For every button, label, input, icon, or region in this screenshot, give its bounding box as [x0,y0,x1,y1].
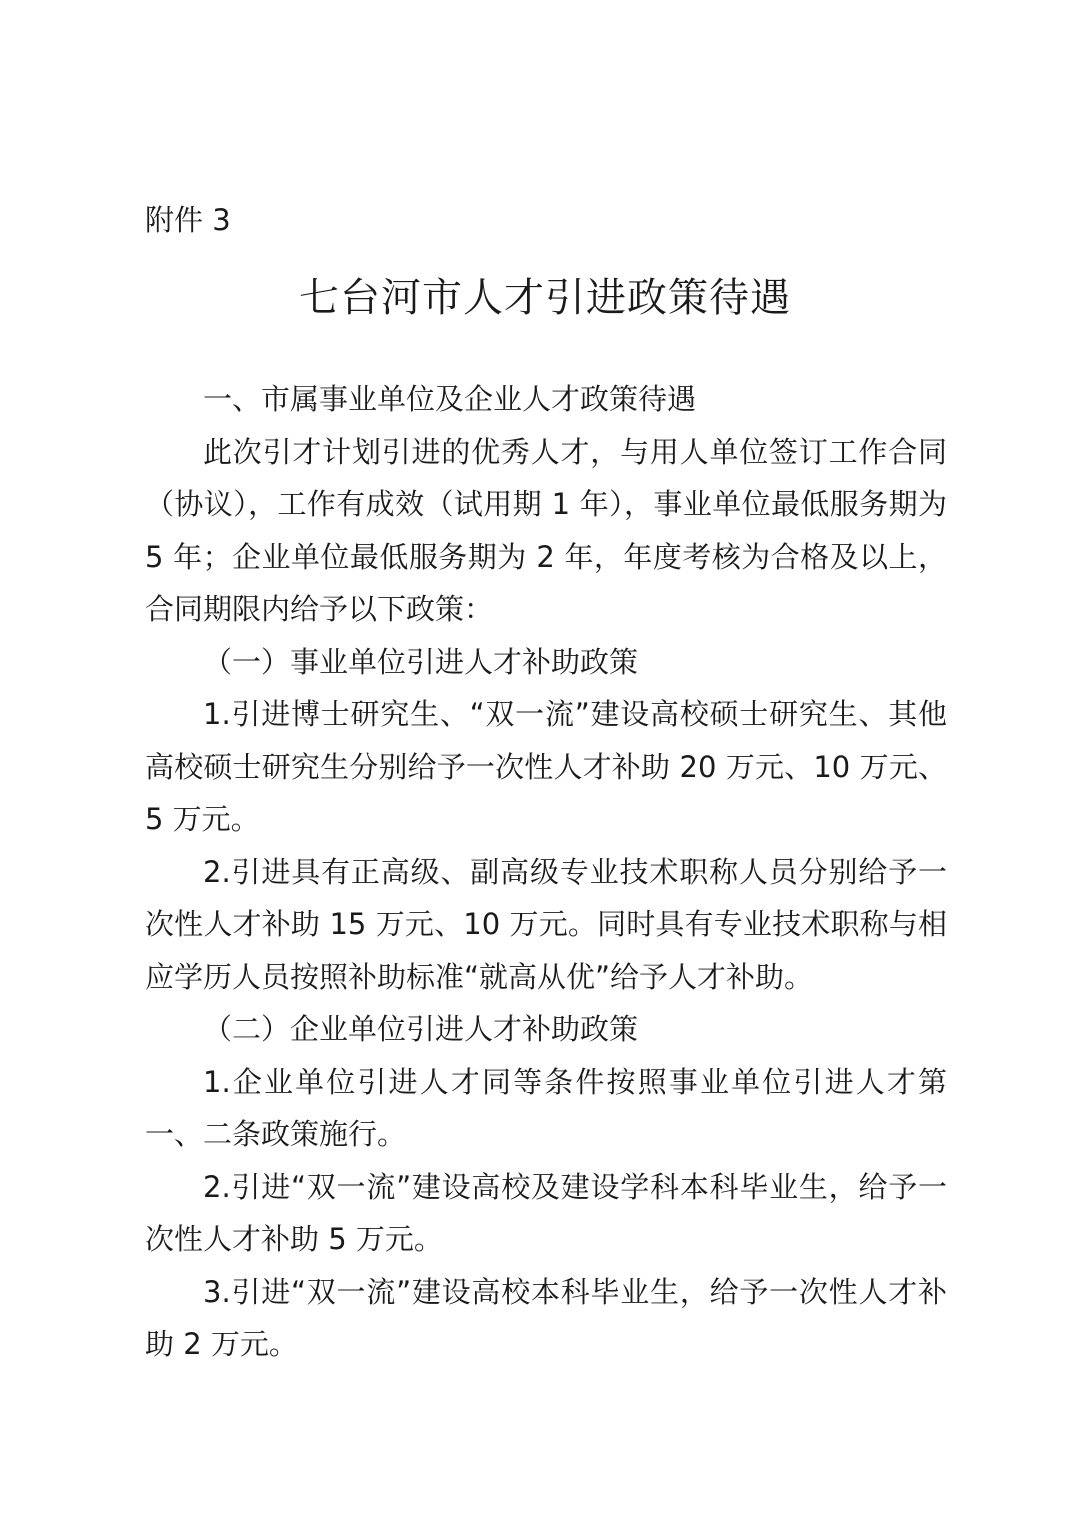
section-heading: 一、市属事业单位及企业人才政策待遇 [203,382,697,416]
section-intro-paragraph: 此次引才计划引进的优秀人才，与用人单位签订工作合同（协议），工作有成效（试用期 1 年），事业单位最低服务期为 5 年；企业单位最低服务期为 2 年，年度考核为合格及以上，合同期限内给予以下政策： [145,434,947,626]
policy-item: 1.企业单位引进人才同等条件按照事业单位引进人才第一、二条政策施行。 [145,1064,947,1151]
document-title: 七台河市人才引进政策待遇 [299,275,791,321]
policy-item: 2.引进“双一流”建设高校及建设学科本科毕业生，给予一次性人才补助 5 万元。 [145,1169,947,1256]
document-body [145,373,947,1371]
policy-item: 1.引进博士研究生、“双一流”建设高校硕士研究生、其他高校硕士研究生分别给予一次性人才补助 20 万元、10 万元、5 万元。 [145,697,947,836]
subsection-heading: （二）企业单位引进人才补助政策 [203,1012,639,1046]
subsection-heading: （一）事业单位引进人才补助政策 [203,644,639,679]
policy-item: 2.引进具有正高级、副高级专业技术职称人员分别给予一次性人才补助 15 万元、10 万元。同时具有专业技术职称与相应学历人员按照补助标准“就高从优”给予人才补助。 [145,854,947,994]
policy-item: 3.引进“双一流”建设高校本科毕业生，给予一次性人才补助 2 万元。 [145,1274,947,1361]
attachment-label: 附件 3 [145,203,231,237]
